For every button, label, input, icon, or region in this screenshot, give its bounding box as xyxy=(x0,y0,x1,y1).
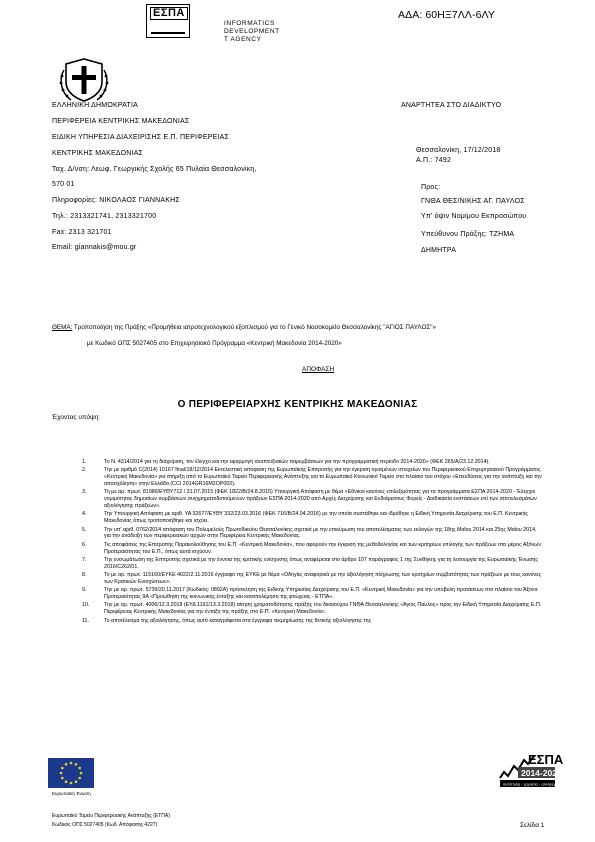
espa-logo-top xyxy=(146,4,190,38)
list-item xyxy=(82,527,542,541)
item-number: 7. xyxy=(82,556,87,563)
list-item xyxy=(82,467,542,487)
greek-emblem-icon xyxy=(57,56,111,104)
item-text: Την με αρ. πρωτ. 5739/20.11.2017 (Κωδικός: 0892Α) πρόσκληση της Ειδικής Υπηρεσίας Διαχείρισης του Ε.Π. «Κεντρική Μακεδονία» για την υποβολή προτάσεων στο πλαίσιο του Άξονα Προτεραιότητας 9Α «Προώθηση της κοινωνικής ένταξης και καταπολέμηση της φτώχειας - ΕΤΠΑ». xyxy=(104,587,538,601)
eu-caption: Ευρωπαϊκή Ένωση xyxy=(52,791,91,796)
subject-line-1: Τροποποίηση της Πράξης «Προμήθεια ιατροτεχνολογικού εξοπλισμού για το Γενικό Νοσοκομείο Θεσσαλονίκης "ΑΓΙΟΣ ΠΑΥΛΟΣ"» xyxy=(72,324,437,331)
agency-line-2: DEVELOPMENT xyxy=(224,28,280,35)
considerations-list xyxy=(82,459,542,626)
item-number: 1. xyxy=(82,459,87,465)
protocol-number: Α.Π.: 7492 xyxy=(416,157,452,164)
item-text: Την υπ' αριθ. 0762/2014 απόφαση του Πολυμελούς Πρωτοδικείου Θεσσαλονίκης σχετικά με την επικύρωση του αποτελέσματος των εκλογών της 18ης Μαΐου 2014 και 25ης Μαΐου 2014, για την ανάδειξη των περιφερειακών αρχών στην Περιφέρεια Κεντρικής Μακεδονίας. xyxy=(104,526,537,540)
post-notice: ΑΝΑΡΤΗΤΕΑ ΣΤΟ ΔΙΑΔΙΚΤΥΟ xyxy=(401,102,502,109)
list-item xyxy=(82,459,542,466)
agency-line-1: INFORMATICS xyxy=(224,20,275,27)
espa-bottom-tagline: ανάπτυξη - εργασία - αλληλεγγύη xyxy=(503,781,563,787)
footer-line-2: Κωδικός ΟΠΣ 5027405 (Κωδ. Απόφασης 4227) xyxy=(52,822,158,828)
item-text: Την με αρ. πρωτ. 4006/12.3.2018 (ΕΥΔ 1191/13.3.2018) αίτηση χρηματοδότησης πράξης του δικαιούχου ΓΝΘΑ Θεσσαλονίκης «Άγιος Παύλος» προς την Ειδική Υπηρεσία Διαχείρισης Ε.Π. Περιφέρειας Κεντρικής Μακεδονίας για την ένταξη της πράξης στο Ε.Π. «Κεντρική Μακεδονία». xyxy=(104,602,542,616)
item-text: Το με αρ. πρωτ. 115160/ΕΥΚΕ 4022/2.11.2016 έγγραφο της ΕΥΚΕ με θέμα «Οδηγίες αναφορικά με την αξιολόγηση πλήρωσης των κριτηρίων συμβατότητας των πράξεων με τους κανόνες των Κρατικών Ενισχύσεων». xyxy=(104,572,542,585)
recipient-0: ΓΝΘΑ ΘΕΣ/ΝΙΚΗΣ ΑΓ. ΠΑΥΛΟΣ xyxy=(421,198,525,205)
item-number: 3. xyxy=(82,489,87,496)
list-item xyxy=(82,602,542,616)
item-text: Το Ν. 4314/2014 για τη διαχείριση, τον έλεγχο και την εφαρμογή αναπτυξιακών παρεμβάσεων για την προγραμματική περίοδο 2014-2020» (ΦΕΚ 265/Α/23.12.2014). xyxy=(104,459,490,465)
item-number: 6. xyxy=(82,541,87,548)
item-number: 10. xyxy=(82,602,90,609)
decision-label: ΑΠΟΦΑΣΗ xyxy=(302,366,335,373)
having-regard: Έχοντας υπόψη: xyxy=(52,414,101,421)
page-number: Σελίδα 1 xyxy=(520,822,545,829)
item-text: Την ενσωμάτωση της Επιτροπής σχετικά με την έννοια της κρατικής ενίσχυσης όπως αναφέρεται στο άρθρο 107 παράγραφος 1 της Συνθήκης για τη λειτουργία της Ευρωπαϊκής Ένωσης 2016/C262/01. xyxy=(104,556,538,570)
header-left-line-0: ΕΛΛΗΝΙΚΗ ΔΗΜΟΚΡΑΤΙΑ xyxy=(52,102,139,109)
header-left-line-1: ΠΕΡΙΦΕΡΕΙΑ ΚΕΝΤΡΙΚΗΣ ΜΑΚΕΔΟΝΙΑΣ xyxy=(52,118,190,125)
subject-block xyxy=(52,320,572,352)
document-date: Θεσσαλονίκη, 17/12/2018 xyxy=(416,147,501,154)
ada-code: ΑΔΑ: 60ΗΞ7ΛΛ-6ΛΥ xyxy=(398,9,495,21)
item-number: 4. xyxy=(82,511,87,518)
recipient-3: ΔΗΜΗΤΡΑ xyxy=(421,247,457,254)
list-item xyxy=(82,572,542,586)
list-item xyxy=(82,557,542,571)
main-title: Ο ΠΕΡΙΦΕΡΕΙΑΡΧΗΣ ΚΕΝΤΡΙΚΗΣ ΜΑΚΕΔΟΝΙΑΣ xyxy=(177,399,418,410)
item-text: Τις αποφάσεις της Επιτροπής Παρακολούθησης του Ε.Π. «Κεντρική Μακεδονία», που αφορούν την έγκριση της μεθοδολογίας και των κριτηρίων επιλογής των πράξεων στο μέρος Αξόνων Προτεραιότητας του Ε.Π., όπως αυτά ισχύουν. xyxy=(104,541,541,555)
espa-logo-word: ΕΣΠΑ xyxy=(150,7,188,20)
item-text: Τη με αρ. πρωτ. 81986/ΕΥΘΥ712 / 31.07.2015 (ΦΕΚ 1822/Β/24.8.2015) Υπουργική Απόφαση με θέμα «Εθνικοί κανόνες επιλεξιμότητας για τα προγράμματα ΕΣΠΑ 2014-2020 - Έλεγχοι νομιμότητας δημοσίων συμβάσεων συγχρηματοδοτούμενων πράξεων ΕΣΠΑ 2014-2020 από Αρχές Διαχείρισης και Ενδιάμεσους Φορείς - Διαδικασία ενστάσεων επί των αποτελεσμάτων αξιολόγησης πράξεων». xyxy=(104,489,537,509)
footer-line-1: Ευρωπαϊκό Ταμείο Περιφερειακής Ανάπτυξης (ΕΤΠΑ) xyxy=(52,813,170,819)
to-label: Προς: xyxy=(421,184,441,191)
header-left-line-4: Ταχ. Δ/νση: Λεωφ. Γεωργικής Σχολής 65 Πυλαία Θεσσαλονίκη, xyxy=(52,166,257,173)
item-text: Την Υπουργική Απόφαση με αριθ. ΥΑ 32677/ΕΥΘΥ 332/23.03.2016 (ΦΕΚ 716/Β/24.04.2016) με την οποία συστάθηκε και ιδρύθηκε η Ειδική Υπηρεσία Διαχείρισης του Ε.Π. Κεντρικής Μακεδονίας όπως τροποποιήθηκε και ισχύει. xyxy=(104,511,528,525)
list-item xyxy=(82,618,542,625)
recipient-1: Υπ' όψιν Νομίμου Εκπροσώπου xyxy=(421,213,527,220)
header-left-line-9: Email: giannakis@mou.gr xyxy=(52,244,137,251)
item-number: 8. xyxy=(82,572,87,579)
eu-flag-icon xyxy=(48,758,94,788)
subject-label: ΘΕΜΑ: xyxy=(52,324,73,331)
item-number: 9. xyxy=(82,587,87,594)
agency-name xyxy=(224,20,284,44)
item-text: Την με αριθμό C(2014) 10167 final/18/12/2014 Εκτελεστική απόφαση της Ευρωπαϊκής Επιτροπής για την έγκριση ορισμένων στοιχείων του Περιφερειακού Επιχειρησιακού Προγράμματος «Κεντρική Μακεδονία» για στήριξη από το Ευρωπαϊκό Ταμείο Περιφερειακής Ανάπτυξης και το Ευρωπαϊκό Κοινωνικό Ταμείο στο πλαίσιο του στόχου «Επενδύσεις για την ανάπτυξη και την απασχόληση» στην Ελλάδα (CCI 2014GR16M2OP002). xyxy=(104,467,542,487)
header-left-line-5: 570 01 xyxy=(52,181,75,188)
item-number: 11. xyxy=(82,617,89,624)
header-left-line-2: ΕΙΔΙΚΗ ΥΠΗΡΕΣΙΑ ΔΙΑΧΕΙΡΙΣΗΣ Ε.Π. ΠΕΡΙΦΕΡΕΙΑΣ xyxy=(52,134,230,141)
header-left-line-3: ΚΕΝΤΡΙΚΗΣ ΜΑΚΕΔΟΝΙΑΣ xyxy=(52,150,144,157)
recipient-2: Υπεύθυνου Πράξης: ΤΖΗΜΑ xyxy=(421,231,515,238)
espa-logo-bar xyxy=(151,32,185,34)
header-left-line-8: Fax: 2313 321701 xyxy=(52,229,112,236)
item-number: 5. xyxy=(82,526,87,533)
subject-line-2: με Κωδικό ΟΠΣ 5027405 στο Επιχειρησιακό Πρόγραμμα «Κεντρική Μακεδονία 2014-2020» xyxy=(87,340,342,347)
list-item xyxy=(82,587,542,601)
list-item xyxy=(82,489,542,509)
list-item xyxy=(82,511,542,525)
espa-bottom-word: ΕΣΠΑ xyxy=(528,752,564,767)
agency-line-3: T AGENCY xyxy=(224,36,262,43)
list-item xyxy=(82,542,542,556)
header-left-line-7: Τηλ.: 2313321741, 2313321700 xyxy=(52,213,157,220)
item-number: 2. xyxy=(82,467,87,474)
item-text: Το αποτέλεσμα της αξιολόγησης, όπως αυτό καταγράφεται στα έγγραφα τεκμηρίωσης της θετικής αξιολόγησης της xyxy=(104,617,372,624)
header-left-line-6: Πληροφορίες: ΝΙΚΟΛΑΟΣ ΓΙΑΝΝΑΚΗΣ xyxy=(52,197,180,204)
espa-bottom-years: 2014-2020 xyxy=(521,768,562,778)
espa-logo-bottom xyxy=(498,748,564,794)
